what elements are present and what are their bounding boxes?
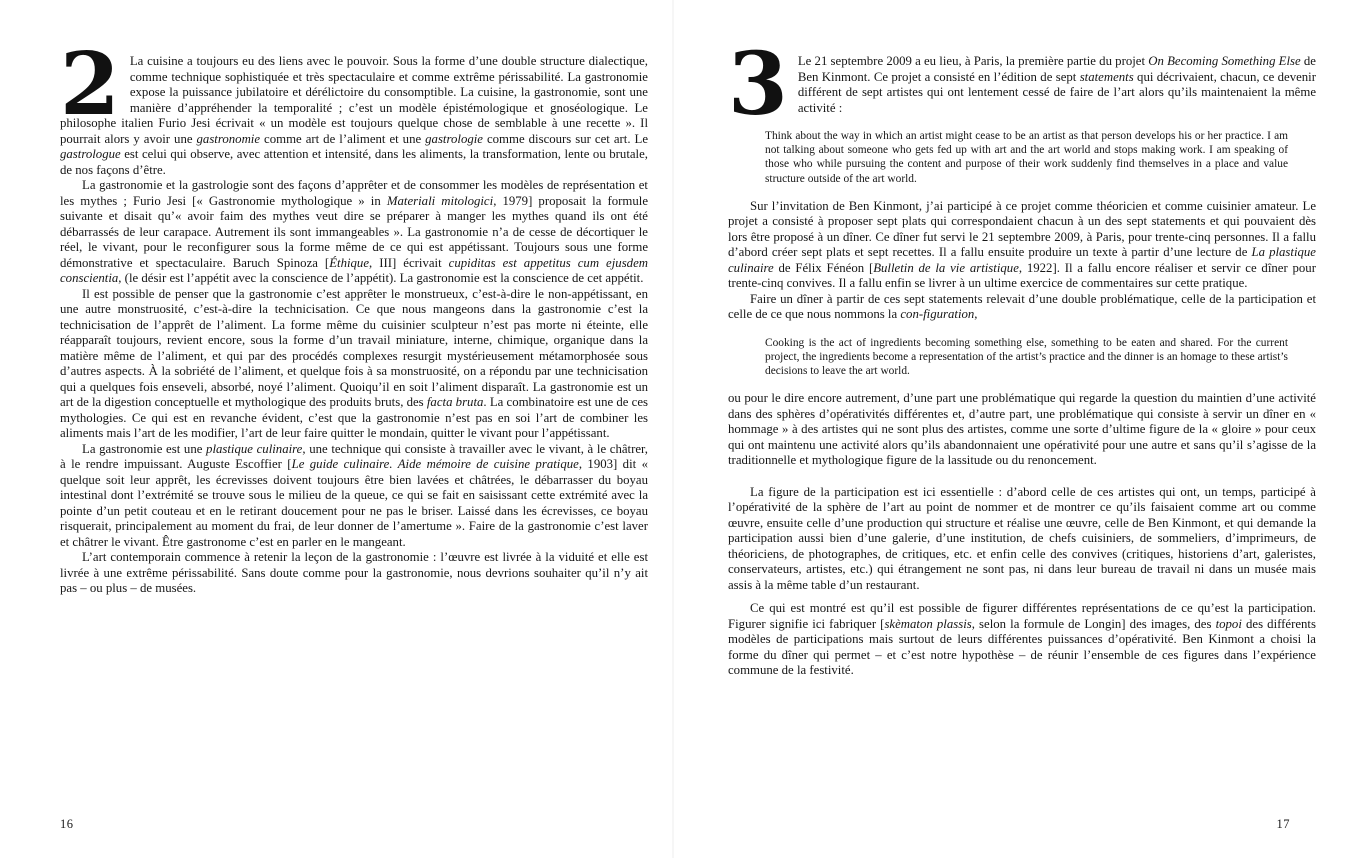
- text-run: La cuisine a toujours eu des liens avec le pouvoir. Sous la forme d’une double structure dialectique, comme technique sophistiquée et très spectaculaire et comme extrême périssabilité. La gastronomie expose la puissance jubilatoire et dérélictoire du consomptible. La cuisine, la gastronomie, sont une manière d’appréhender la temporalité ; c’est un modèle épistémologique et gnoséologique. Le philosophe italien Furio Jesi écrivait « un modèle est toujours quelque chose de semblable à une recette ». Il pourrait alors y avoir une: [60, 54, 648, 146]
- paragraph: [60, 442, 648, 551]
- text-run: comme art de l’aliment et une: [260, 131, 426, 146]
- italic-run: Éthique: [329, 255, 370, 270]
- paragraph: [60, 178, 648, 287]
- text-run: est celui qui observe, avec attention et intensité, dans les aliments, la transformation, lente ou brutale, de nos façons d’être.: [60, 147, 648, 177]
- paragraph: [728, 199, 1316, 292]
- text-run: , 1979] proposait la formule suivante et disait qu’« avoir faim des mythes veut dire se préparer à manger les mythes quand ils ont été débarrassés de leur carapace. Autrement ils sont immangeables ». La gastronomie n’a de cesse de décortiquer le réel, le vivant, pour le reconfigurer sous la forme même de ce qui est appétissant. Toujours sous une forme démonstrative et spectaculaire. Baruch Spinoza [: [60, 193, 649, 270]
- italic-run: gastrologue: [60, 147, 121, 161]
- italic-run: On Becoming Something Else: [1148, 54, 1301, 68]
- text-run: des différents modèles de participations mais surtout de leurs différentes puissances d’opérativité. Ben Kinmont a choisi la forme du dîner qui permet – et c’est notre hypothèse – de réunir l’ensemble de ces figures dans l’expérience commune de la festivité.: [728, 616, 1316, 678]
- page-right: [673, 0, 1346, 858]
- text-run: Sur l’invitation de Ben Kinmont, j’ai participé à ce projet comme théoricien et comme cuisinier amateur. Le projet a consisté à proposer sept plats qui correspondaient chacun à un des sept statements et qui pouvaient dès lors être proposé à un dîner. Ce dîner fut servi le 21 septembre 2009, à Paris, pour trente-cinq personnes. Il a fallu d’abord créer sept plats et sept recettes. Il a fallu ensuite produire un texte à partir d’une lecture de: [728, 198, 1316, 260]
- text-run: , 1922]. Il a fallu encore réaliser et servir ce dîner pour trente-cinq convives. Il a fallu enfin se livrer à un ultime exercice de commentaires sur cette pratique.: [728, 260, 1316, 291]
- text-run: , (le désir est l’appétit avec la conscience de l’appétit). La gastronomie est la conscience de cet appétit.: [118, 271, 644, 285]
- italic-run: gastrologie: [425, 131, 483, 146]
- text-run: Le 21 septembre 2009 a eu lieu, à Paris, la première partie du projet: [797, 54, 1149, 68]
- text-run: Faire un dîner à partir de ces sept statements relevait d’une double problématique, celle de la participation et celle de ce que nous nommons la: [728, 291, 1316, 322]
- paragraph: [728, 601, 1316, 679]
- text-run: Cooking is the act of ingredients becoming something else, something to be eaten and shared. For the current project, the ingredients become a representation of the artist’s practice and the dinner is an homage to these artist’s decisions to leave the art world.: [765, 336, 1288, 378]
- paragraph: [60, 34, 649, 178]
- italic-run: skèmaton plassis: [884, 616, 972, 631]
- text-column: [728, 34, 1316, 679]
- italic-run: La plastique culinaire: [728, 245, 1316, 275]
- text-run: , une technique qui consiste à travailler avec le vivant, à le châtrer, à le rendre impuissant. Auguste Escoffier [: [60, 441, 648, 471]
- italic-run: Materiali mitologici: [386, 193, 494, 208]
- text-run: La figure de la participation est ici essentielle : d’abord celle de ces artistes qui ont, un temps, participé à l’opérativité de la sphère de l’art au point de nommer et de montrer ce qu’ils faisaient comme art ou comme œuvre, ensuite celle d’une production qui structure et réalise une œuvre, celle de Ben Kinmont, et qui demande la participation aussi bien d’une galerie, d’une institution, de chefs cuisiniers, de sommeliers, d’imprimeurs, de théoriciens, de photographes, de critiques, etc. et enfin celle des convives (critiques, historiens d’art, galeristes, conservateurs, artistes, etc.) qui étrangement ne sont pas, ni dans leur bureau de travail ni dans un musée mais assis à la même table d’un restaurant.: [728, 484, 1316, 592]
- text-run: Ce qui est montré est qu’il est possible de figurer différentes représentations de ce qu’est la participation. Figurer signifie ici fabriquer [: [728, 601, 1316, 631]
- italic-run: Le guide culinaire. Aide mémoire de cuisine pratique: [291, 457, 579, 471]
- text-run: L’art contemporain commence à retenir la leçon de la gastronomie : l’œuvre est livrée à la viduité et elle est livrée à une extrême périssabilité. Sans doute comme pour la gastronomie, nous devrions souhaiter qu’il n’y ait pas – ou plus – de musées.: [60, 550, 648, 595]
- block-quote: [765, 336, 1288, 379]
- page-number: 16: [60, 817, 74, 831]
- paragraph: [60, 287, 648, 442]
- text-run: de Ben Kinmont. Ce projet a consisté en l’édition de sept: [797, 54, 1316, 84]
- block-quote: [765, 129, 1288, 186]
- italic-run: gastronomie: [196, 131, 261, 146]
- chapter-number-dropcap: 3: [728, 34, 786, 135]
- italic-run: con-figuration: [900, 307, 975, 322]
- text-run: La gastronomie est une: [82, 441, 207, 456]
- text-column: [60, 34, 649, 597]
- paragraph: [728, 34, 1316, 135]
- paragraph: [728, 485, 1316, 594]
- paragraph: [60, 550, 648, 597]
- text-run: Think about the way in which an artist might cease to be an artist as that person develops his or her practice. I am not talking about someone who gets fed up with art and the art world and stops making work. I am speaking of those who while pursuing the content and purpose of their work suddenly find themselves in a place and value structure outside of the art world.: [765, 130, 1288, 185]
- italic-run: plastique culinaire: [206, 441, 303, 456]
- italic-run: statements: [1079, 69, 1134, 84]
- text-run: Il est possible de penser que la gastronomie c’est apprêter le monstrueux, c’est-à-dire le non-appétissant, en une autre monstruosité, c’est-à-dire la technicisation. Ce que nous mangeons dans la gastronomie c’est la technicisation de l’apprêt de l’aliment. La forme même du cuisinier sculpteur n’est pas morte ni éteinte, elle réapparaît toujours, revient encore, sous la forme d’un travail miniature, interne, chimique, organique dans la matière même de l’aliment, et qui par des procédés complexes resurgit mystérieusement métamorphosée sous d’autres aspects. À la sobriété de l’aliment, et quelque fois à sa monstruosité, on a répondu par une technicisation qui a quelques fois enseveli, absorbé, noyé l’aliment. Quoiqu’il en soit l’aliment disparaît. La gastronomie est un art de la digestion conceptuelle et mythologique des produits bruts, des: [60, 286, 648, 409]
- italic-run: topoi: [1215, 616, 1242, 631]
- text-run: , III] écrivait: [369, 255, 449, 270]
- text-run: , selon la formule de Longin] des images, des: [971, 616, 1216, 631]
- page-number: 17: [1276, 817, 1290, 831]
- text-run: La gastronomie et la gastrologie sont des façons d’apprêter et de consommer les modèles de représentation et les mythes ; Furio Jesi [« Gastronomie mythologique » in: [60, 178, 648, 208]
- text-run: de Félix Fénéon [: [773, 260, 874, 275]
- italic-run: cupiditas est appetitus cum ejusdem conscientia: [60, 255, 648, 285]
- italic-run: Bulletin de la vie artistique: [873, 260, 1019, 275]
- text-run: , 1903] dit « quelque soit leur apprêt, les écrevisses doivent toujours être bien lavées et châtrées, le débarrasser du boyau intestinal dont l’extrémité se trouve sous le milieu de la queue, ce qui se fait en saisissant cette extrémité avec la pointe d’un petit couteau et en le retirant doucement pour ne pas le briser. Laissé dans les écrevisses, ce boyau risquerait, principalement au moment du frai, de leur donner de l’amertume ». Faire de la gastronomie c’est laver et châtrer le vivant. Être gastronome c’est en parler en le mangeant.: [60, 457, 648, 549]
- text-run: ou pour le dire encore autrement, d’une part une problématique qui regarde la question du maintien d’une activité dans des sphères d’opérativités différentes et, d’autre part, une problématique qui consiste à servir un dîner en « hommage » à des artistes qui ne sont plus des artistes, comme une sorte d’ultime figure de la « gloire » pour ceux qui ont maintenu une activité alors qu’ils abandonnaient une opérativité pour une autre et sans qu’il s’agisse de la traditionnelle et mythologique figure de la lassitude ou du renoncement.: [728, 391, 1316, 468]
- italic-run: facta bruta: [426, 395, 484, 409]
- paragraph: [728, 292, 1316, 323]
- text-run: comme discours sur cet art. Le: [482, 131, 649, 146]
- text-run: . La combinatoire est une de ces mythologies. Ce qui est en revanche évident, c’est que la gastronomie n’est pas en soi l’art de combiner les aliments mais l’art de les modifier, l’art de leur faire quitter le mondain, quitter le vivant pour l’appétissant.: [60, 395, 648, 440]
- text-run: qui décrivaient, chacun, ce devenir différent de sept artistes qui ont lentement cessé de faire de l’art alors qu’ils maintenaient la même activité :: [797, 69, 1316, 115]
- chapter-number-dropcap: 2: [60, 34, 118, 135]
- text-run: ,: [974, 307, 978, 322]
- paragraph: [728, 391, 1316, 469]
